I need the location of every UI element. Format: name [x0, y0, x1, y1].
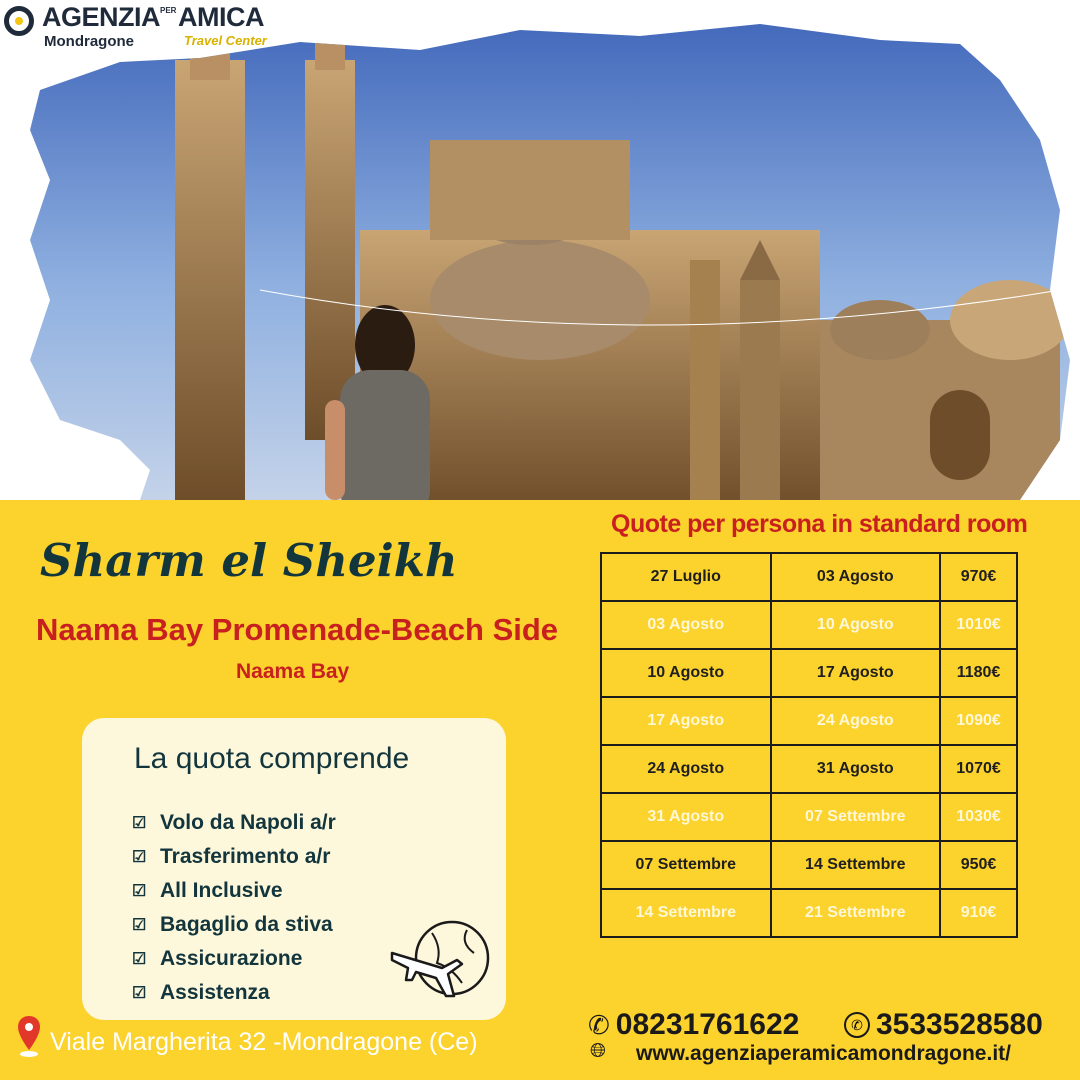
whatsapp-block	[844, 1008, 1043, 1042]
price: 910€	[940, 889, 1017, 937]
table-row	[601, 553, 1017, 601]
price-table	[600, 552, 1018, 938]
include-label: Volo da Napoli a/r	[160, 811, 336, 834]
date-from: 27 Luglio	[601, 553, 771, 601]
table-row	[601, 841, 1017, 889]
table-row	[601, 601, 1017, 649]
price-table-title: Quote per persona in standard room	[611, 510, 1028, 538]
hotel-area: Naama Bay	[236, 660, 350, 683]
date-to: 14 Settembre	[771, 841, 941, 889]
date-from: 07 Settembre	[601, 841, 771, 889]
price: 1180€	[940, 649, 1017, 697]
price: 1030€	[940, 793, 1017, 841]
date-to: 10 Agosto	[771, 601, 941, 649]
date-to: 24 Agosto	[771, 697, 941, 745]
check-circle-icon: ☑	[132, 951, 147, 968]
include-label: Assistenza	[160, 981, 270, 1004]
logo-tagline: Travel Center	[184, 33, 267, 48]
date-to: 31 Agosto	[771, 745, 941, 793]
check-circle-icon: ☑	[132, 883, 147, 900]
date-from: 14 Settembre	[601, 889, 771, 937]
include-label: All Inclusive	[160, 879, 283, 902]
date-from: 24 Agosto	[601, 745, 771, 793]
globe-icon: 🌐︎	[590, 1040, 606, 1062]
logo-name-part2: AMICA	[178, 2, 264, 32]
check-circle-icon: ☑	[132, 849, 147, 866]
date-to: 17 Agosto	[771, 649, 941, 697]
check-circle-icon: ☑	[132, 985, 147, 1002]
table-row	[601, 745, 1017, 793]
date-to: 07 Settembre	[771, 793, 941, 841]
includes-list	[132, 806, 336, 1010]
location-pin-icon	[16, 1014, 42, 1058]
list-item	[132, 976, 336, 1010]
whatsapp-number[interactable]: 3533528580	[876, 1008, 1043, 1041]
destination-title: Sharm el Sheikh	[40, 534, 458, 587]
logo-ring-icon	[4, 6, 34, 36]
include-label: Trasferimento a/r	[160, 845, 331, 868]
price: 970€	[940, 553, 1017, 601]
date-to: 03 Agosto	[771, 553, 941, 601]
table-row	[601, 649, 1017, 697]
includes-title: La quota comprende	[134, 742, 410, 775]
logo-city: Mondragone	[44, 33, 134, 50]
price: 950€	[940, 841, 1017, 889]
phone-icon: ✆	[588, 1009, 610, 1040]
date-from: 03 Agosto	[601, 601, 771, 649]
list-item	[132, 942, 336, 976]
price: 1070€	[940, 745, 1017, 793]
list-item	[132, 874, 336, 908]
agency-logo	[0, 0, 300, 56]
logo-per: PER	[160, 6, 177, 15]
check-circle-icon: ☑	[132, 815, 147, 832]
include-label: Assicurazione	[160, 947, 303, 970]
price: 1010€	[940, 601, 1017, 649]
address: Viale Margherita 32 -Mondragone (Ce)	[50, 1028, 478, 1056]
table-row	[601, 889, 1017, 937]
table-row	[601, 697, 1017, 745]
include-label: Bagaglio da stiva	[160, 913, 333, 936]
phone-number[interactable]: 08231761622	[615, 1008, 800, 1041]
includes-card	[82, 718, 506, 1020]
website-link[interactable]: www.agenziaperamicamondragone.it/	[636, 1042, 1011, 1065]
date-from: 31 Agosto	[601, 793, 771, 841]
whatsapp-icon: ✆	[844, 1012, 870, 1038]
date-to: 21 Settembre	[771, 889, 941, 937]
check-circle-icon: ☑	[132, 917, 147, 934]
logo-name-part1: AGENZIA	[42, 2, 160, 32]
mosque-photo	[0, 0, 1080, 520]
price: 1090€	[940, 697, 1017, 745]
hotel-name: Naama Bay Promenade-Beach Side	[36, 612, 559, 647]
list-item	[132, 908, 336, 942]
table-row	[601, 793, 1017, 841]
list-item	[132, 840, 336, 874]
phone-block	[588, 1008, 799, 1042]
globe-airplane-icon	[382, 908, 502, 1008]
date-from: 10 Agosto	[601, 649, 771, 697]
date-from: 17 Agosto	[601, 697, 771, 745]
list-item	[132, 806, 336, 840]
